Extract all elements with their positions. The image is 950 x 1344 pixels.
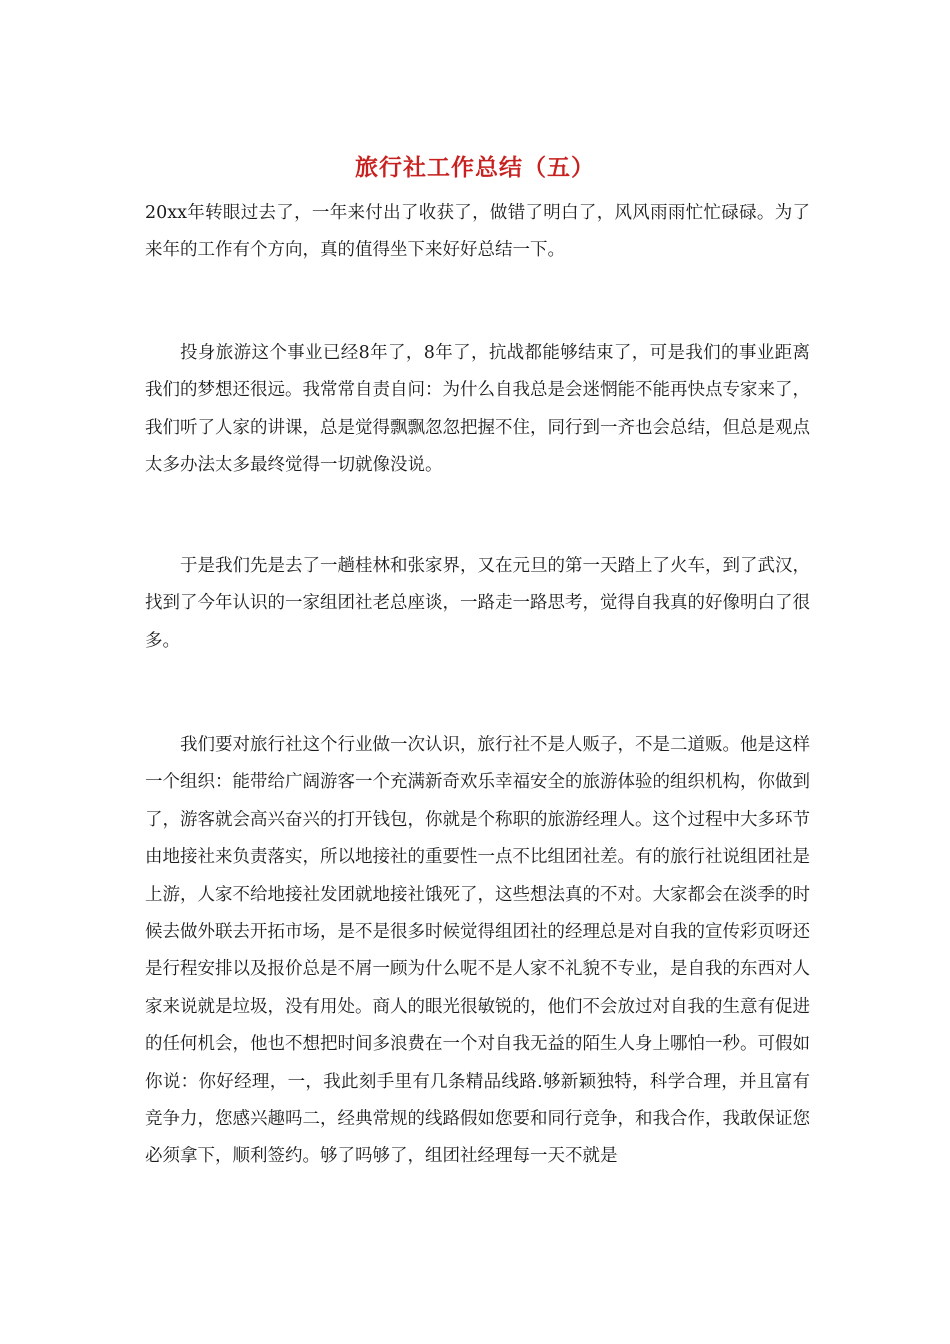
paragraph-trip: 于是我们先是去了一趟桂林和张家界，又在元旦的第一天踏上了火车，到了武汉，找到了今年认识的一家组团社老总座谈，一路走一路思考，觉得自我真的好像明白了很多。 [145,556,810,651]
paragraph-career: 投身旅游这个事业已经8年了，8年了，抗战都能够结束了，可是我们的事业距离我们的梦想还很远。我常常自责自问：为什么自我总是会迷惘能不能再快点专家来了，我们听了人家的讲课，总是觉得飘飘忽忽把握不住，同行到一齐也会总结，但总是观点太多办法太多最终觉得一切就像没说。 [145,343,810,476]
document-title: 旅行社工作总结（五） [355,155,595,181]
paragraph-industry: 我们要对旅行社这个行业做一次认识，旅行社不是人贩子，不是二道贩。他是这样一个组织：能带给广阔游客一个充满新奇欢乐幸福安全的旅游体验的组织机构，你做到了，游客就会高兴奋兴的打开钱包，你就是个称职的旅游经理人。这个过程中大多环节由地接社来负责落实，所以地接社的重要性一点不比组团社差。有的旅行社说组团社是上游，人家不给地接社发团就地接社饿死了，这些想法真的不对。大家都会在淡季的时候去做外联去开拓市场，是不是很多时候觉得组团社的经理总是对自我的宣传彩页呀还是行程安排以及报价总是不屑一顾为什么呢不是人家不礼貌不专业，是自我的东西对人家来说就是垃圾，没有用处。商人的眼光很敏锐的，他们不会放过对自我的生意有促进的任何机会，他也不想把时间多浪费在一个对自我无益的陌生人身上哪怕一秒。可假如你说：你好经理，一，我此刻手里有几条精品线路.够新颖独特，科学合理，并且富有竞争力，您感兴趣吗二，经典常规的线路假如您要和同行竞争，和我合作，我敢保证您必须拿下，顺利签约。够了吗够了，组团社经理每一天不就是 [145,735,810,1167]
paragraph-intro: 20xx年转眼过去了，一年来付出了收获了，做错了明白了，风风雨雨忙忙碌碌。为了来年的工作有个方向，真的值得坐下来好好总结一下。 [145,203,810,261]
